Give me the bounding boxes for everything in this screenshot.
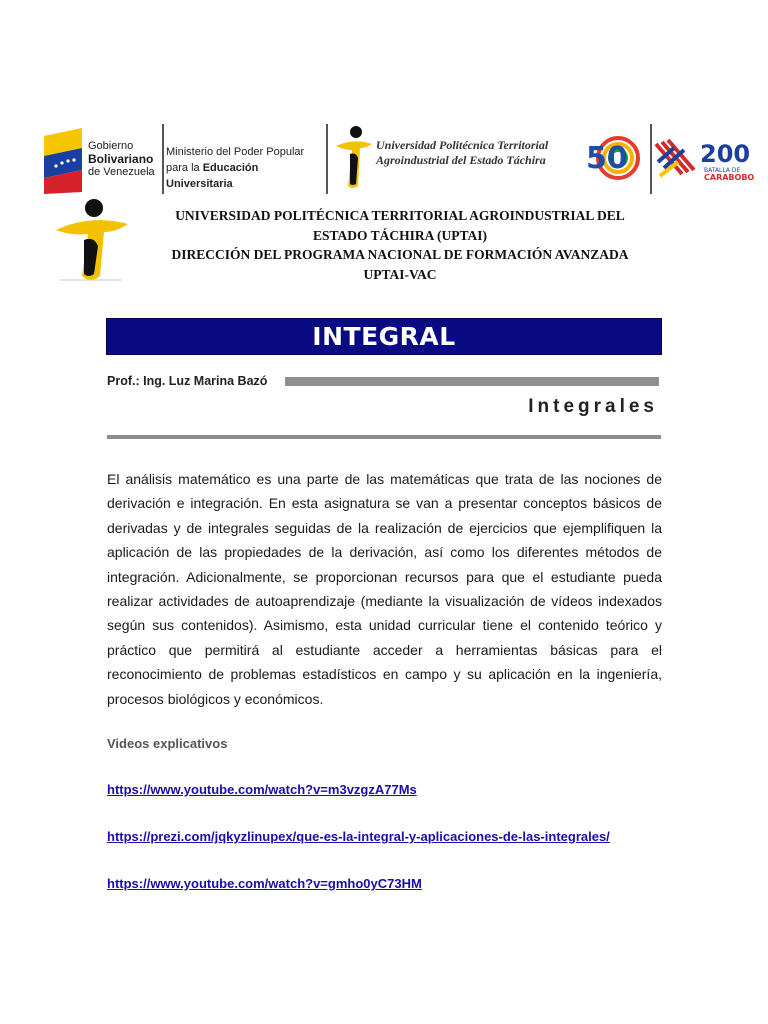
uptai-emblem-icon — [332, 124, 376, 192]
title-banner — [106, 318, 662, 355]
header-line3: DIRECCIÓN DEL PROGRAMA NACIONAL DE FORMACIÓN AVANZADA — [171, 247, 629, 262]
ministerio-line2-bold: Educación Universitaria — [166, 162, 259, 190]
video-link-youtube-2[interactable]: https://www.youtube.com/watch?v=gmho0yC73HM — [107, 876, 422, 891]
gobierno-bolivariano-logo — [42, 126, 160, 194]
institution-header — [150, 206, 650, 284]
page-subtitle: Integrales — [528, 396, 658, 417]
uptai-logo — [330, 124, 570, 194]
bicentenario-number: 200 — [700, 140, 751, 168]
professor-name: Prof.: Ing. Luz Marina Bazó — [107, 374, 268, 388]
banner-title: INTEGRAL — [312, 322, 456, 351]
uptai-line1: Universidad Politécnica Territorial — [376, 138, 549, 152]
ministerio-line2-prefix: para la — [166, 162, 203, 174]
bicentenario-logo — [654, 132, 758, 188]
bicentenario-caption2: CARABOBO — [704, 173, 755, 182]
intro-paragraph: El análisis matemático es una parte de las matemáticas que trata de las nociones de derivación e integración. En esta asignatura se van a presentar conceptos básicos de derivadas y de integrales seguidas de la realización de ejercicios que ejemplifiquen la aplicación de las propiedades de la derivación, así como los diferentes métodos de integración. Adicionalmente, se proporcionan recursos para que el estudiante pueda realizar actividades de autoaprendizaje (mediante la visualización de vídeos indexados según sus contenidos). Asimismo, esta unidad curricular tiene el contenido teórico y práctico que permitirá al estudiante acceder a herramientas básicas para el reconocimiento de problemas estadísticos en campo y su aplicación en la ingeniería, procesos biológicos y económicos. — [107, 471, 662, 707]
video-link-youtube-1[interactable]: https://www.youtube.com/watch?v=m3vzgzA77Ms — [107, 782, 417, 797]
header-line2: ESTADO TÁCHIRA (UPTAI) — [312, 227, 488, 243]
videos-heading: Videos explicativos — [107, 736, 228, 751]
logo-divider — [162, 124, 164, 194]
header-line4: UPTAI-VAC — [363, 266, 437, 282]
video-link-prezi[interactable]: https://prezi.com/jqkyzlinupex/que-es-la-integral-y-aplicaciones-de-las-integrales/ — [107, 829, 610, 844]
ministerio-line1: Ministerio del Poder Popular — [166, 146, 305, 158]
fifty-years-logo — [582, 128, 640, 188]
gobierno-line2: Bolivariano — [88, 152, 154, 166]
logo-divider — [326, 124, 328, 194]
professor-bar — [285, 377, 659, 386]
header-line1: UNIVERSIDAD POLITÉCNICA TERRITORIAL AGROINDUSTRIAL DEL — [175, 208, 625, 223]
logo-strip — [42, 124, 758, 196]
gobierno-line3: de Venezuela — [88, 166, 155, 178]
uptai-side-logo — [52, 196, 130, 284]
gobierno-line1: Gobierno — [88, 140, 134, 152]
fifty-number: 50 — [586, 141, 628, 176]
logo-divider — [650, 124, 652, 194]
bicentenario-caption1: BATALLA DE — [704, 167, 741, 174]
ministerio-logo — [166, 144, 326, 190]
uptai-line2: Agroindustrial del Estado Táchira — [376, 153, 546, 167]
divider-rule — [107, 435, 661, 439]
